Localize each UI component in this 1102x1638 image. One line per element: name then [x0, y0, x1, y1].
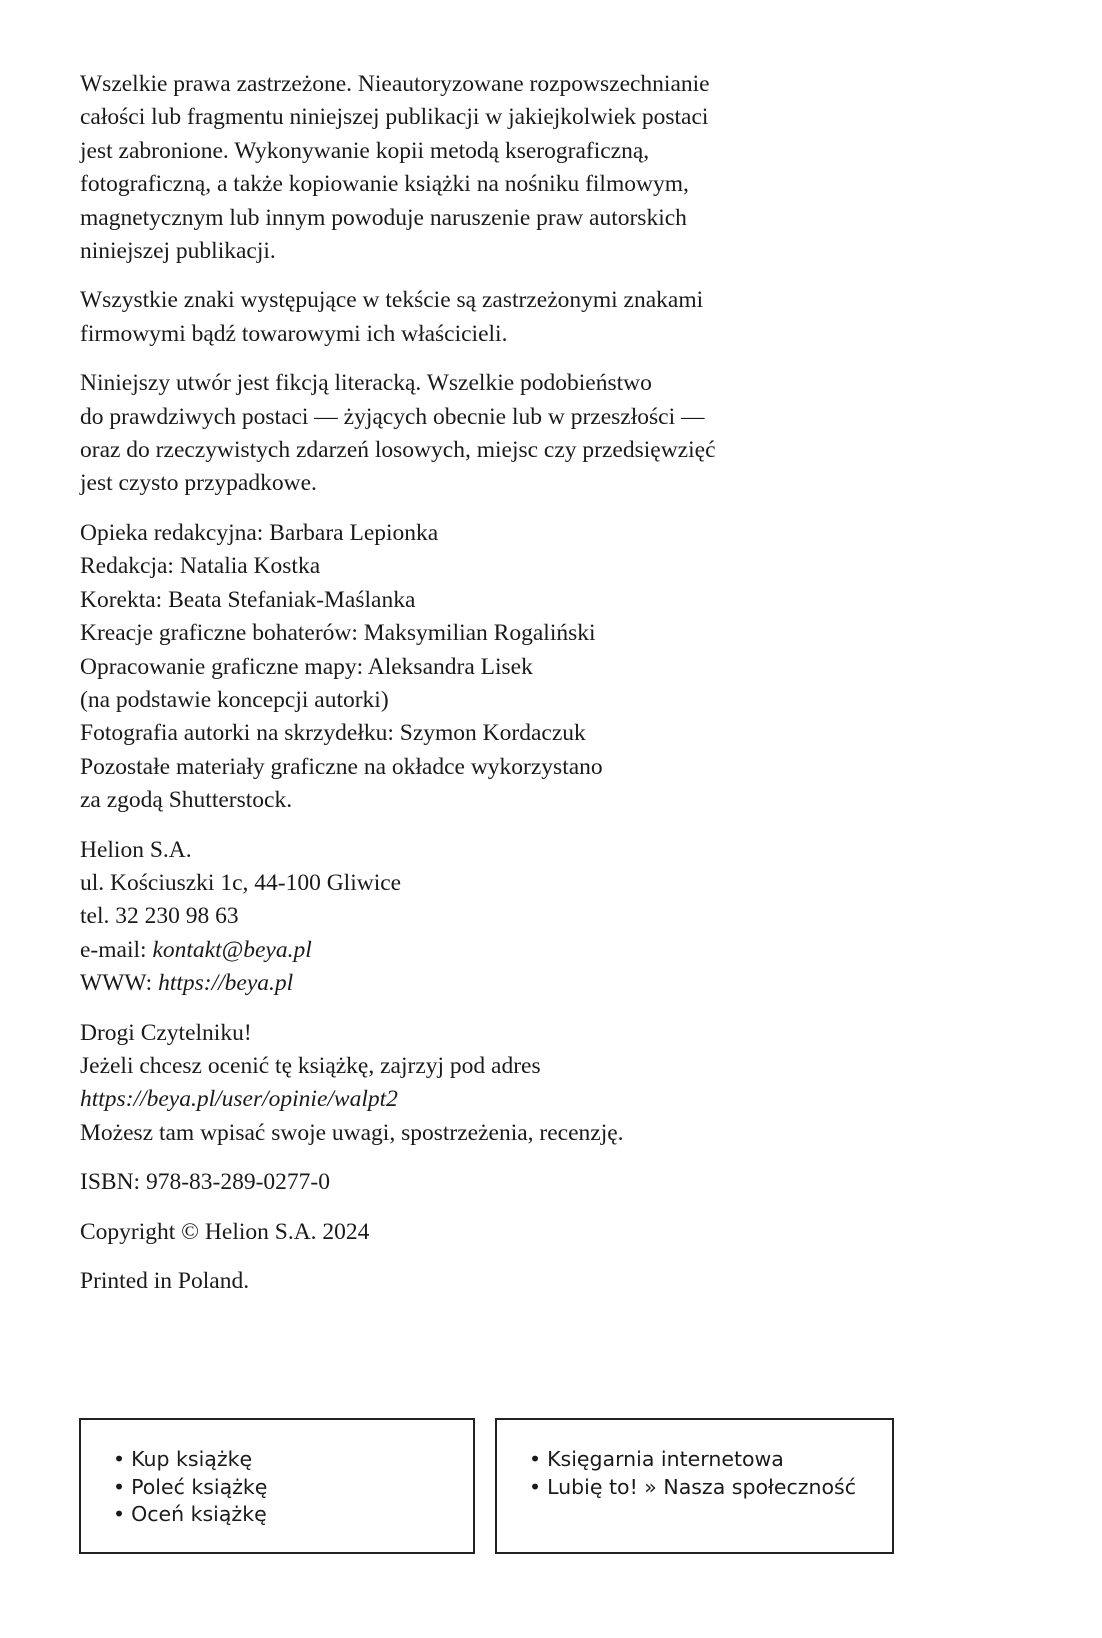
publisher-phone: tel. 32 230 98 63: [80, 903, 239, 930]
reader-paragraph: [80, 1017, 980, 1151]
credit-line: Fotografia autorki na skrzydełku: Szymon Kordaczuk: [80, 720, 586, 747]
trademarks-line: firmowymi bądź towarowymi ich właścicieli.: [80, 320, 508, 347]
bullet: •: [529, 1447, 542, 1471]
printed-paragraph: [80, 1265, 980, 1298]
www-link[interactable]: https://beya.pl: [158, 970, 294, 997]
community-link[interactable]: [529, 1474, 892, 1502]
bullet: •: [113, 1502, 126, 1526]
fiction-line: Niniejszy utwór jest fikcją literacką. Wszelkie podobieństwo: [80, 370, 652, 397]
isbn-paragraph: [80, 1166, 980, 1199]
copyright: Copyright © Helion S.A. 2024: [80, 1218, 370, 1245]
online-bookstore-link[interactable]: [529, 1446, 892, 1474]
isbn: ISBN: 978-83-289-0277-0: [80, 1169, 330, 1196]
credits-paragraph: [80, 517, 980, 818]
store-links-list: [529, 1446, 892, 1501]
link-label: Oceń książkę: [131, 1502, 267, 1526]
printed-in: Printed in Poland.: [80, 1268, 250, 1294]
rights-line: jest zabronione. Wykonywanie kopii metodą kserograficzną,: [80, 137, 650, 164]
credit-line: Opracowanie graficzne mapy: Aleksandra Lisek: [80, 653, 533, 680]
fiction-line: do prawdziwych postaci — żyjących obecnie lub w przeszłości —: [80, 403, 705, 430]
bullet: •: [113, 1447, 126, 1471]
review-url-link[interactable]: https://beya.pl/user/opinie/walpt2: [80, 1086, 398, 1113]
copyright-page: [80, 68, 980, 1314]
reader-invite: Jeżeli chcesz ocenić tę książkę, zajrzyj pod adres: [80, 1052, 541, 1079]
trademarks-paragraph: [80, 284, 980, 351]
fiction-paragraph: [80, 367, 980, 501]
rights-line: magnetycznym lub innym powoduje naruszenie praw autorskich: [80, 204, 687, 231]
publisher-email-line: [80, 934, 980, 967]
credit-line: Pozostałe materiały graficzne na okładce wykorzystano: [80, 753, 603, 780]
publisher-address: ul. Kościuszki 1c, 44-100 Gliwice: [80, 869, 402, 896]
link-label: Poleć książkę: [131, 1474, 268, 1499]
email-label: e-mail:: [80, 936, 153, 963]
book-actions-list: [113, 1446, 473, 1529]
credit-line: Redakcja: Natalia Kostka: [80, 553, 321, 580]
bullet: •: [113, 1474, 126, 1499]
buy-book-link[interactable]: [113, 1446, 473, 1474]
rights-line: całości lub fragmentu niniejszej publikacji w jakiejkolwiek postaci: [80, 104, 709, 131]
rights-line: fotograficzną, a także kopiowanie książki na nośniku filmowym,: [80, 171, 689, 198]
credit-line: za zgodą Shutterstock.: [80, 787, 293, 814]
reader-note: Możesz tam wpisać swoje uwagi, spostrzeżenia, recenzję.: [80, 1119, 624, 1146]
link-label: Lubię to! » Nasza społeczność: [547, 1474, 856, 1499]
publisher-paragraph: [80, 834, 980, 1001]
bullet: •: [529, 1474, 542, 1499]
book-actions-box: [79, 1418, 475, 1554]
rights-line: niniejszej publikacji.: [80, 238, 276, 265]
copyright-paragraph: [80, 1216, 980, 1249]
fiction-line: oraz do rzeczywistych zdarzeń losowych, miejsc czy przedsięwzięć: [80, 437, 716, 464]
link-label: Księgarnia internetowa: [547, 1447, 784, 1471]
www-label: WWW:: [80, 970, 159, 997]
rights-line: Wszelkie prawa zastrzeżone. Nieautoryzowane rozpowszechnianie: [80, 71, 710, 97]
credit-line: Korekta: Beata Stefaniak-Maślanka: [80, 586, 416, 613]
store-links-box: [495, 1418, 894, 1554]
credit-line: (na podstawie koncepcji autorki): [80, 686, 389, 713]
reader-greeting: Drogi Czytelniku!: [80, 1019, 252, 1046]
rights-paragraph: [80, 68, 980, 268]
rate-book-link[interactable]: [113, 1501, 473, 1529]
credit-line: Kreacje graficzne bohaterów: Maksymilian Rogaliński: [80, 620, 596, 647]
credit-line: Opieka redakcyjna: Barbara Lepionka: [80, 519, 439, 546]
links-section: [79, 1418, 894, 1556]
publisher-www-line: [80, 967, 980, 1000]
link-label: Kup książkę: [131, 1447, 253, 1471]
trademarks-line: Wszystkie znaki występujące w tekście są zastrzeżonymi znakami: [80, 287, 704, 314]
fiction-line: jest czysto przypadkowe.: [80, 470, 317, 497]
publisher-name: Helion S.A.: [80, 836, 192, 863]
recommend-book-link[interactable]: [113, 1474, 473, 1502]
email-link[interactable]: kontakt@beya.pl: [152, 936, 312, 963]
